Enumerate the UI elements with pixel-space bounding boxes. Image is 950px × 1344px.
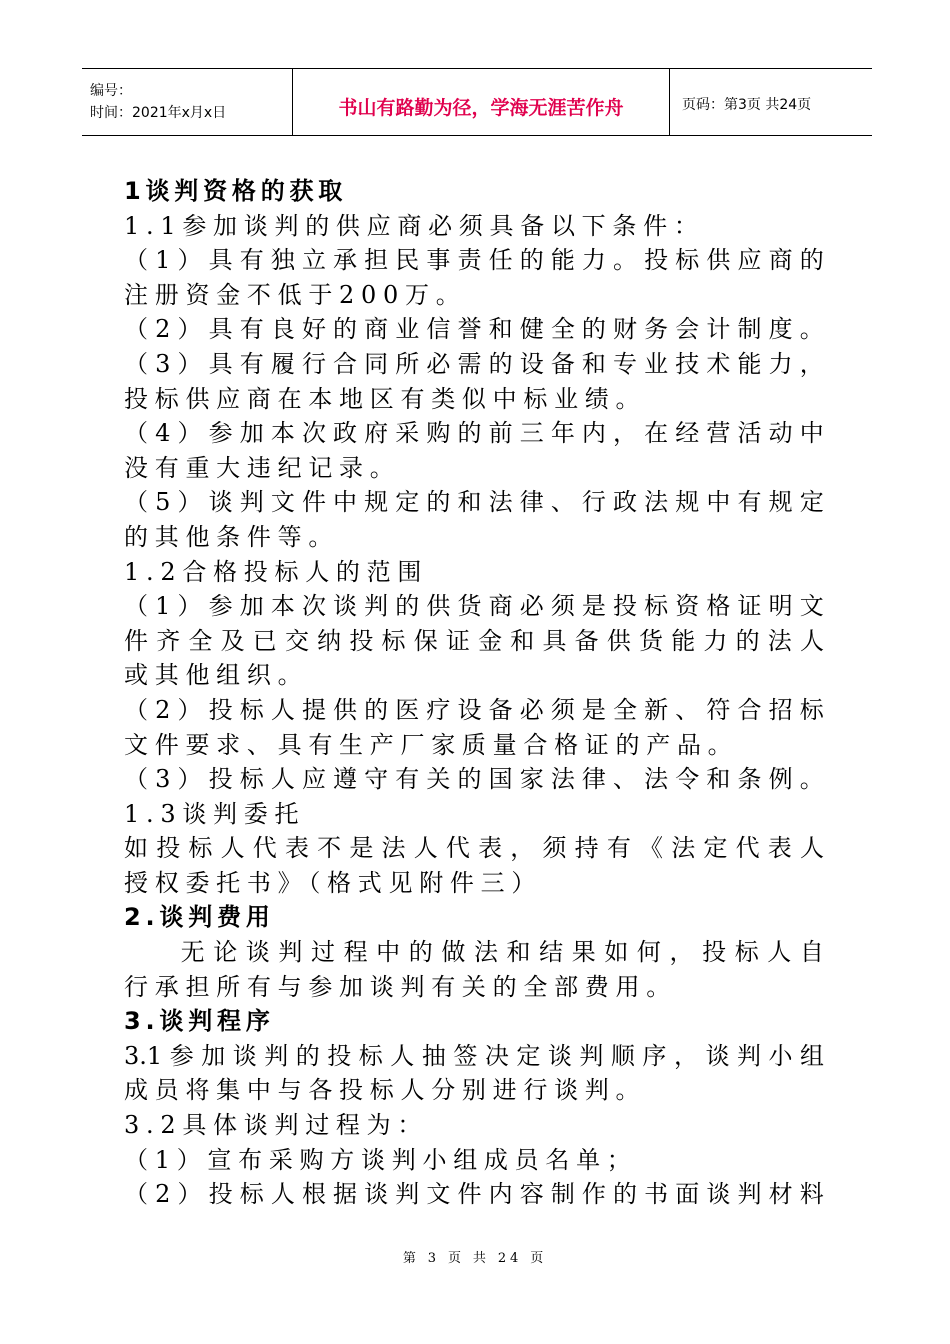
section-heading: 2.谈判费用	[124, 903, 275, 932]
page-header	[82, 68, 872, 136]
body-text-line: 1.2合格投标人的范围	[124, 557, 429, 586]
body-text-line: （ 1 ） 参 加 本 次 谈 判 的 供 货 商 必 须 是 投 标 资 格 证 明 文	[124, 592, 824, 621]
section-heading: 1谈判资格的获取	[124, 177, 348, 205]
body-text-line: 1.1参加谈判的供应商必须具备以下条件：	[124, 211, 705, 240]
body-text-line: 授权委托书》（格式见附件三）	[124, 868, 543, 897]
body-text-line: 文件要求、具有生产厂家质量合格证的产品。	[124, 730, 739, 759]
document-number-label: 编号：	[90, 83, 132, 99]
body-text-line: （ 4 ） 参 加 本 次 政 府 采 购 的 前 三 年 内 ， 在 经 营 活 动 中	[124, 419, 824, 448]
header-meta	[82, 69, 293, 136]
body-text-line: 没有重大违纪记录。	[124, 453, 401, 482]
body-text-line: 如 投 标 人 代 表 不 是 法 人 代 表 ， 须 持 有 《 法 定 代 表 人	[124, 834, 824, 863]
page-footer: 第 3 页 共 24 页	[402, 1251, 548, 1266]
body-text-line: 1.3谈判委托	[124, 799, 306, 828]
header-motto: 书山有路勤为径，学海无涯苦作舟	[293, 69, 670, 136]
body-text-line: （ 3 ） 投 标 人 应 遵 守 有 关 的 国 家 法 律 、 法 令 和 条 例 。	[124, 765, 824, 794]
body-text-line: 注册资金不低于200万。	[124, 280, 467, 309]
body-text-line: 3.1 参 加 谈 判 的 投 标 人 抽 签 决 定 谈 判 顺 序 ， 谈 判 小 组	[124, 1041, 824, 1070]
body-text-line: 件 齐 全 及 已 交 纳 投 标 保 证 金 和 具 备 供 货 能 力 的 法 人	[124, 626, 824, 655]
body-text-line: 无 论 谈 判 过 程 中 的 做 法 和 结 果 如 何 ， 投 标 人 自	[180, 938, 824, 967]
body-text-line: 投标供应商在本地区有类似中标业绩。	[124, 384, 647, 413]
body-text-line: （ 5 ） 谈 判 文 件 中 规 定 的 和 法 律 、 行 政 法 规 中 有 规 定	[124, 488, 824, 517]
body-text-line: 行承担所有与参加谈判有关的全部费用。	[124, 972, 677, 1001]
body-text-line: 的其他条件等。	[124, 522, 340, 551]
header-page-info: 页码：第3页 共24页	[670, 69, 873, 136]
section-heading: 3.谈判程序	[124, 1007, 275, 1036]
document-body	[124, 174, 824, 1212]
body-text-line: 3.2具体谈判过程为：	[124, 1111, 429, 1140]
body-text-line: （ 3 ） 具 有 履 行 合 同 所 必 需 的 设 备 和 专 业 技 术 能 力 ，	[124, 349, 824, 378]
body-text-line: （1）宣布采购方谈判小组成员名单；	[124, 1145, 638, 1174]
body-text-line: （ 2 ） 投 标 人 根 据 谈 判 文 件 内 容 制 作 的 书 面 谈 判 材 料	[124, 1180, 824, 1209]
body-text-line: （ 1 ） 具 有 独 立 承 担 民 事 责 任 的 能 力 。 投 标 供 应 商 的	[124, 246, 824, 275]
body-text-line: （ 2 ） 具 有 良 好 的 商 业 信 誉 和 健 全 的 财 务 会 计 制 度 。	[124, 315, 824, 344]
document-time-label: 时间：2021年x月x日	[90, 105, 227, 121]
body-text-line: 成员将集中与各投标人分别进行谈判。	[124, 1076, 647, 1105]
body-text-line: 或其他组织。	[124, 661, 309, 690]
body-text-line: （ 2 ） 投 标 人 提 供 的 医 疗 设 备 必 须 是 全 新 、 符 合 招 标	[124, 695, 824, 724]
